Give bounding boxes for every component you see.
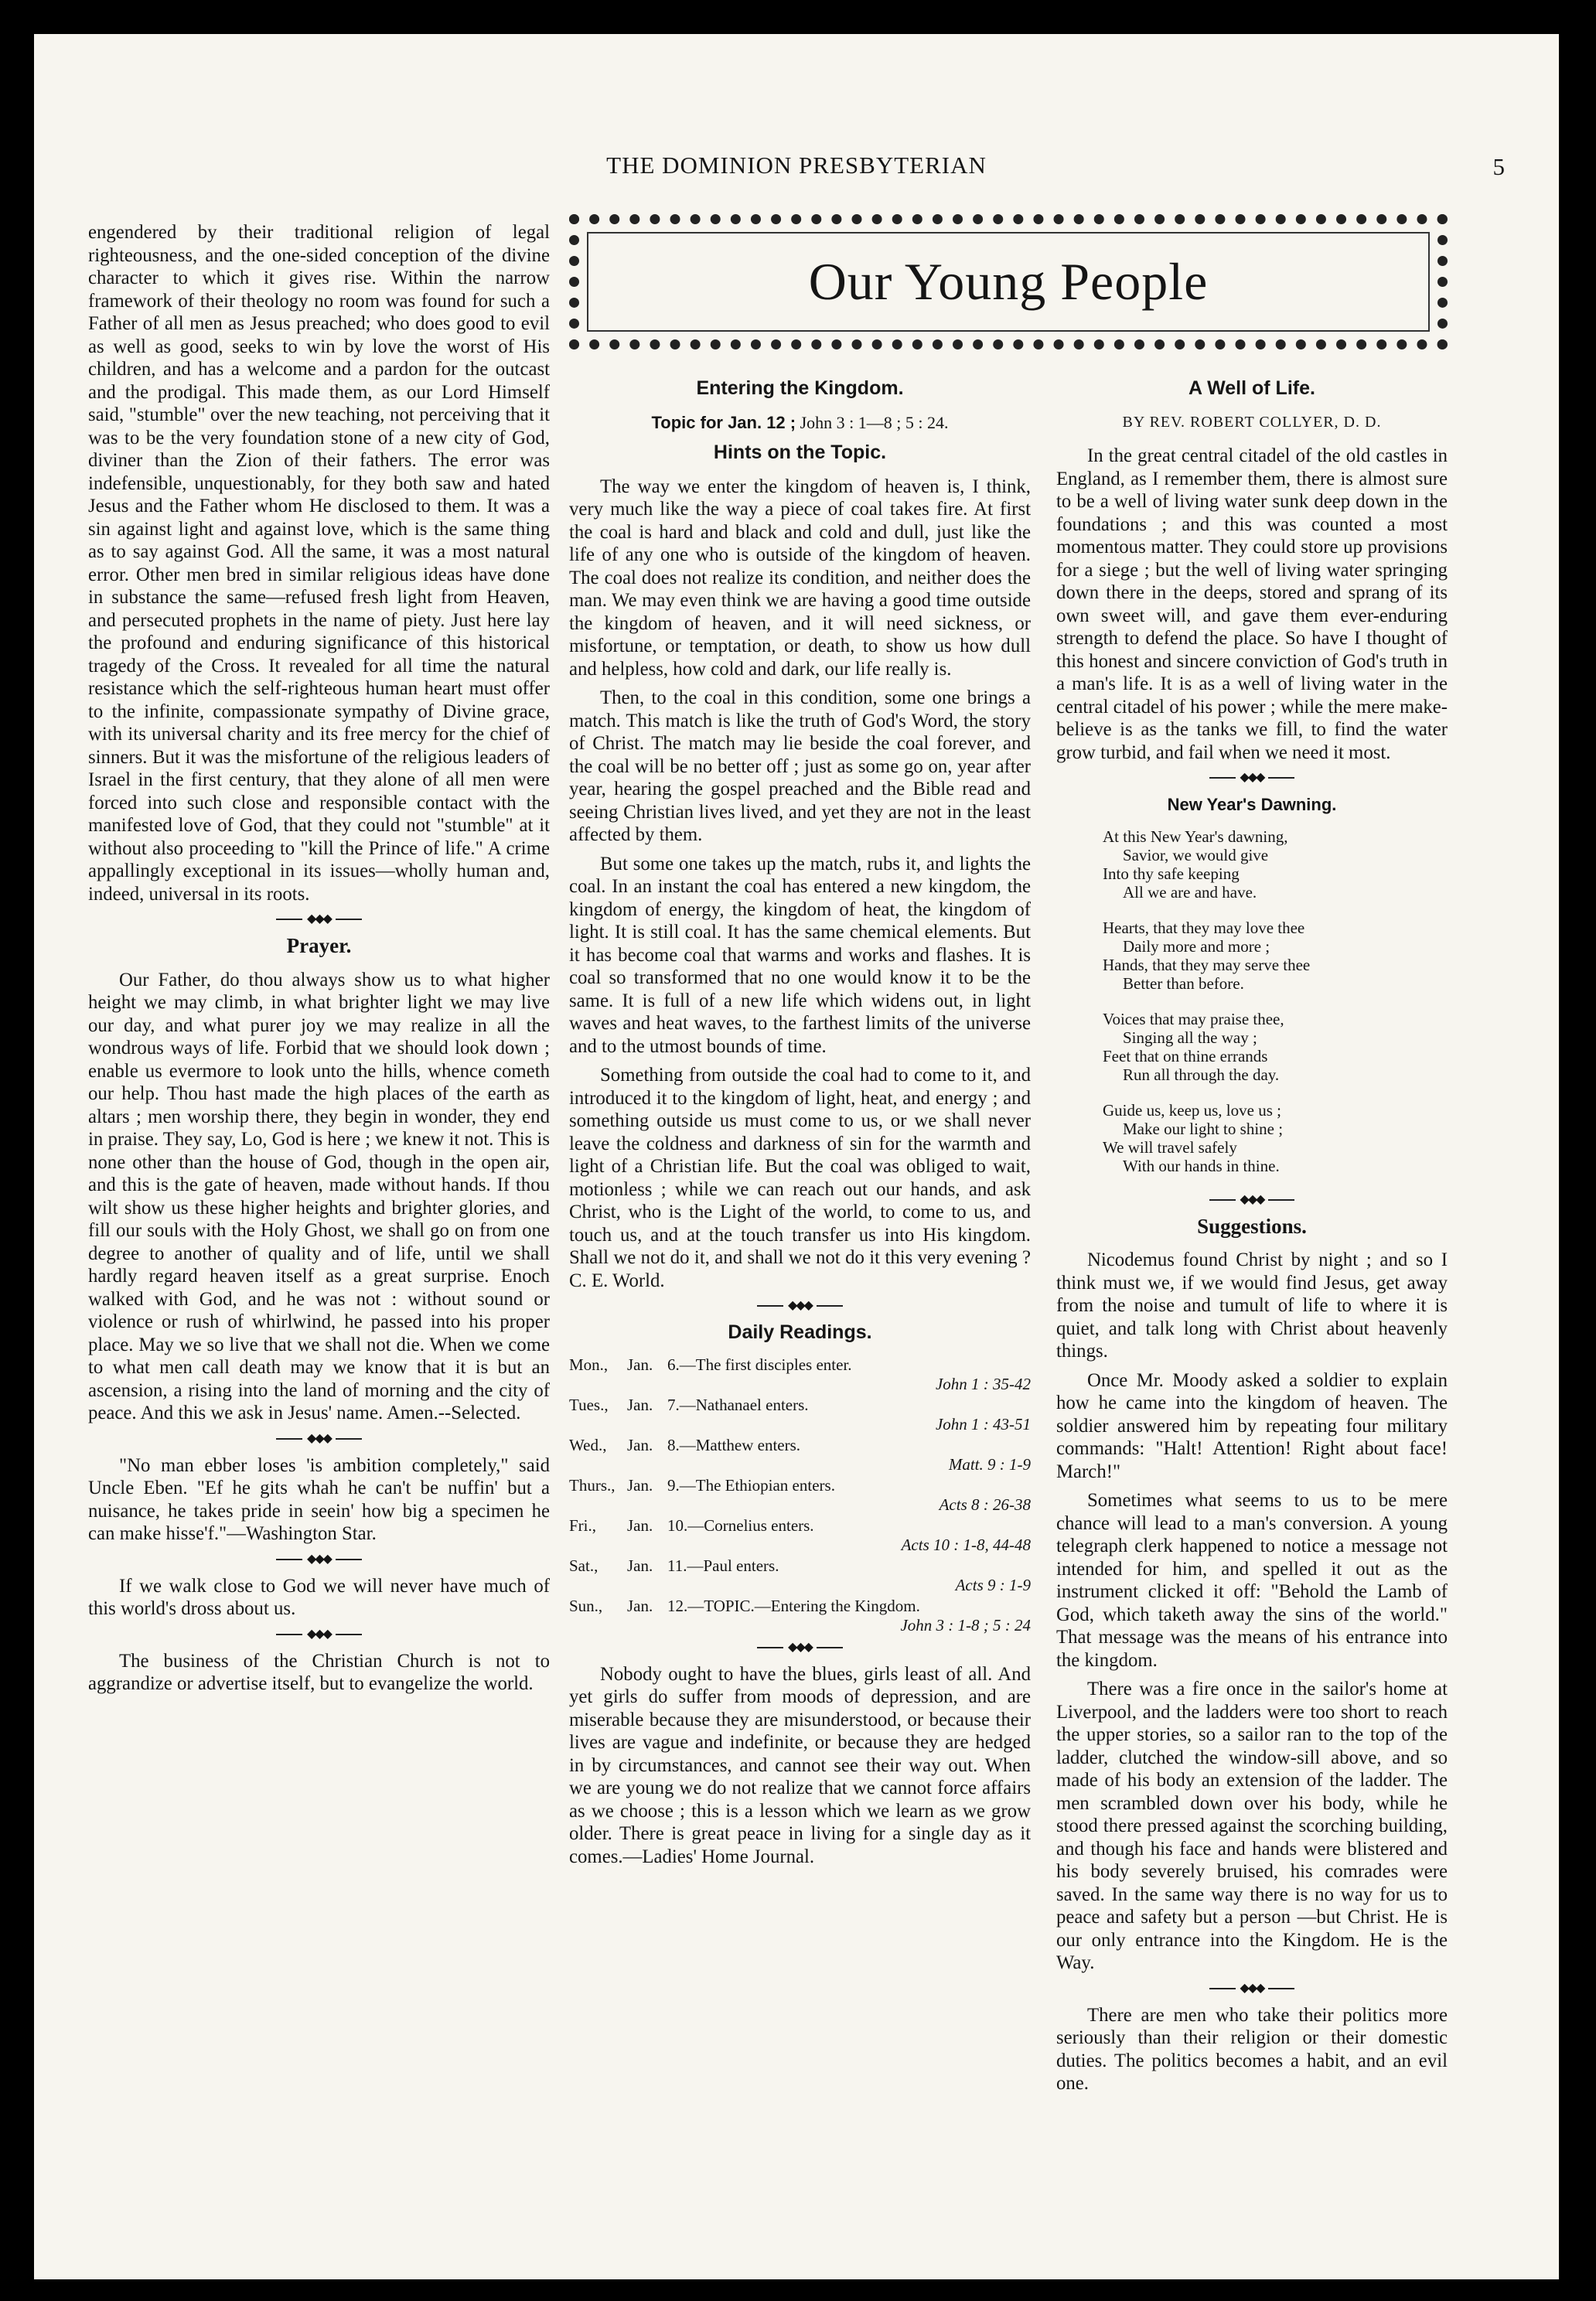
section-divider: ◆◆◆ — [88, 1431, 550, 1447]
reading-reference: John 1 : 35-42 — [935, 1374, 1031, 1393]
blues-paragraph: Nobody ought to have the blues, girls least of all. And yet girls do suffer from moods of depression, and are miserable because they are misunderstood, or because their lives are vague and indefinite, or because they are hedged in by circumstances, and cannot see their way out. When we are young we do not realize that we cannot force affairs as we choose ; this is a lesson which we learn as we grow older. There is great peace in living for a single day as it comes.—Ladies' Home Journal. — [569, 1663, 1031, 1867]
reading-reference: Matt. 9 : 1-9 — [948, 1454, 1031, 1474]
poem-stanza: Guide us, keep us, love us ; Make our light to shine ; We will travel safely With our hands in thine. — [1103, 1100, 1284, 1175]
entering-kingdom-heading: Entering the Kingdom. — [696, 377, 904, 399]
page-number: 5 — [1492, 153, 1505, 180]
poem-heading: New Year's Dawning. — [1167, 795, 1337, 814]
reading-row: Tues., Jan. 7.—Nathanael enters. — [569, 1395, 809, 1414]
continued-article-text: engendered by their traditional religion of legal righteousness, and the one-sided conception of the divine character to which it gives rise. Within the narrow framework of their theology no room was found for such a Father of all men as Jesus preached; who does good to evil as well as good, seeks to win by love the worst of His children, and has a welcome and a pardon for the outcast and the prodigal. This made them, as our Lord Himself said, "stumble" over the new teaching, not perceiving that it was to be the very foundation stone of a new city of God, diviner than the Zion of their fathers. The error was indefensible, unquestionably, for they both saw and hated Jesus and the Father whom He disclosed to them. It was a sin against light and against love, which is the same thing as to say against God. All the same, it was a most natural error. Other men bred in similar religious ideas have done in substance the same—refused fresh light from Heaven, and persecuted prophets in the name of piety. Just here lay the profound and enduring significance of this historical tragedy of the Cross. It revealed for all time the natural resistance which the self-righteous human heart must offer to the infinite, compassionate sympathy of Divine grace, with its universal charity and its free mercy for the chief of sinners. But it was the misfortune of the religious leaders of Israel in the first century, that they alone of all men were forced into such close and responsible contact with the manifested love of God, that they could not "stumble" at it without also proceeding to "kill the Prince of life." A crime appallingly exceptional in its issues—wholly human and, indeed, universal in its roots. — [88, 222, 550, 905]
topic-line — [569, 411, 1031, 435]
well-of-life-text: In the great central citadel of the old castles in England, as I remember them, there is almost sure to be a well of living water sunk deep down in the foundations ; and this was counted a most momentous matter. They could store up provisions for a siege ; but the well of living water springing down there in the deeps, stored and sprang of its own sweet will, and gave them ever-enduring strength to defend the place. So have I thought of this honest and sincere conviction of God's truth in a man's life. It is as a well of living water in the central citadel of his power ; while the mere make-believe is as the tanks we fill, to find the water grow turbid, and fail when we need it most. — [1056, 445, 1448, 763]
section-divider: ◆◆◆ — [88, 1552, 550, 1567]
prayer-text: Our Father, do thou always show us to what higher height we may climb, in what brighter light we may live our day, and what purer joy we may realize in all the wondrous ways of life. Forbid that we should look down ; enable us evermore to look unto the hills, whence cometh our help. Thou hast made the high places of the earth as altars ; men worship there, they begin in wonder, they end in praise. They say, Lo, God is here ; we knew it not. This is none other than the house of God, though in the open air, and this is the gate of heaven, made without hands. If thou wilt show us these higher heights and brighter glories, and fill our souls with the Holy Ghost, we shall go on from one degree to another of quality and of life, until we shall hardly regard heaven itself as a great surprise. Enoch walked with God, and he was not : without sound or violence or rush of whirlwind, he passed into his proper place. May we so live that we shall not die. When we come to what men call death may we know that it is but an ascension, a rising into the land of morning and the city of peace. And this we ask in Jesus' name. Amen.--Selected. — [88, 969, 550, 1423]
well-of-life-heading: A Well of Life. — [1188, 377, 1315, 399]
section-divider: ◆◆◆ — [1056, 770, 1448, 786]
reading-row: Thurs., Jan. 9.—The Ethiopian enters. — [569, 1475, 835, 1495]
suggestion-paragraph: Nicodemus found Christ by night ; and so I think must we, if we would find Jesus, get away from the noise and tumult of life to where it is quiet, and talk long with Christ about heavenly things. — [1056, 1249, 1448, 1362]
topic-reference: John 3 : 1—8 ; 5 : 24. — [800, 412, 949, 432]
politics-paragraph: There are men who take their politics more seriously than their religion or their domestic duties. The politics becomes a habit, and an evil one. — [1056, 2004, 1448, 2094]
business-text: The business of the Christian Church is not to aggrandize or advertise itself, but to evangelize the world. — [88, 1650, 550, 1694]
byline: BY REV. ROBERT COLLYER, D. D. — [1122, 413, 1382, 431]
reading-reference: Acts 8 : 26-38 — [939, 1495, 1031, 1514]
section-divider: ◆◆◆ — [88, 1627, 550, 1642]
running-head: THE DOMINION PRESBYTERIAN — [606, 152, 987, 179]
reading-reference: John 3 : 1-8 ; 5 : 24 — [900, 1615, 1031, 1635]
right-column — [1056, 374, 1448, 2102]
section-divider: ◆◆◆ — [1056, 1192, 1448, 1208]
section-divider: ◆◆◆ — [1056, 1981, 1448, 1996]
hints-heading: Hints on the Topic. — [713, 441, 887, 463]
left-column — [88, 221, 550, 1702]
middle-column — [569, 374, 1031, 1874]
section-divider: ◆◆◆ — [569, 1298, 1031, 1314]
poem-stanza: Hearts, that they may love thee Daily more and more ; Hands, that they may serve thee Better than before. — [1103, 918, 1311, 993]
reading-reference: Acts 10 : 1-8, 44-48 — [901, 1535, 1031, 1554]
uncle-eben-quote: "No man ebber loses 'is ambition completely," said Uncle Eben. "Ef he gits whah he can't be nuffin' but a nuisance, he takes pride in seein' how big a specimen he can make hisse'f."—Washington Star. — [88, 1454, 550, 1544]
hints-paragraph: Something from outside the coal had to come to it, and introduced it to the kingdom of light, heat, and energy ; and something outside us must come to us, or we shall never leave the coldness and darkness of sin for the warmth and light of a Christian life. But the coal was obliged to wait, motionless ; while we can reach out our hands, and ask Christ, who is the Light of the world, to come to us, and touch us, and at the touch transfer us into His kingdom. Shall we not do it, and shall we not do it this very evening ? C. E. World. — [569, 1065, 1031, 1291]
suggestions-heading: Suggestions. — [1197, 1214, 1307, 1238]
hints-paragraph: The way we enter the kingdom of heaven is, I think, very much like the way a piece of coal takes fire. At first the coal is hard and black and cold and dull, just like the life of any one who is outside of the kingdom of heaven. The coal does not realize its condition, and neither does the man. We may even think we are having a good time outside the kingdom of heaven, and it will need sickness, or misfortune, or temptation, or death, to show us how dull and helpless, how cold and dark, our life really is. — [569, 476, 1031, 680]
suggestion-paragraph: Sometimes what seems to us to be mere chance will lead to a man's conversion. A young telegraph clerk happened to notice a message not intended for him, and spelled it out as the instrument clicked it off: "Behold the Lamb of God, which taketh away the sins of the world." That message was the means of his entrance into the kingdom. — [1056, 1490, 1448, 1671]
reading-row: Mon., Jan. 6.—The first disciples enter. — [569, 1355, 852, 1374]
banner-title: Our Young People — [808, 252, 1209, 311]
reading-row: Sat., Jan. 11.—Paul enters. — [569, 1556, 779, 1575]
hints-paragraph: But some one takes up the match, rubs it, and lights the coal. In an instant the coal has entered a new kingdom, the kingdom of energy, the kingdom of heat, the kingdom of light. It is still coal. It has the same chemical elements. But it has become coal that warms and works and flashes. It is coal so transformed that no one would know it to be the same. It is full of a new life which widens out, in light waves and heat waves, to the farthest limits of the universe and to the utmost bounds of time. — [569, 853, 1031, 1057]
reading-reference: John 1 : 43-51 — [935, 1414, 1031, 1433]
newspaper-page — [34, 34, 1559, 2279]
section-divider: ◆◆◆ — [88, 912, 550, 927]
reading-row: Sun., Jan. 12.—TOPIC.—Entering the Kingdom. — [569, 1596, 920, 1615]
suggestion-paragraph: Once Mr. Moody asked a soldier to explain how he came into the kingdom of heaven. The soldier answered him by repeating four military commands: "Halt! Attention! Right about face! March!" — [1056, 1369, 1448, 1482]
daily-readings-heading: Daily Readings. — [728, 1321, 872, 1343]
reading-row: Wed., Jan. 8.—Matthew enters. — [569, 1435, 801, 1454]
reading-row: Fri., Jan. 10.—Cornelius enters. — [569, 1515, 814, 1535]
section-divider: ◆◆◆ — [569, 1640, 1031, 1655]
prayer-heading: Prayer. — [286, 934, 352, 957]
poem-stanza: At this New Year's dawning, Savior, we would give Into thy safe keeping All we are and have. — [1103, 827, 1288, 902]
hints-paragraph: Then, to the coal in this condition, some one brings a match. This match is like the truth of God's Word, the story of Christ. The match may lie beside the coal forever, and the coal will be no better off ; just as some go on, year after year, hearing the gospel preached and the Bible read and seeing Christian lives lived, and yet they are not in the least affected by them. — [569, 687, 1031, 845]
topic-label: Topic for Jan. 12 ; — [651, 412, 796, 432]
banner-frame — [587, 232, 1430, 332]
daily-readings-list — [569, 1355, 1031, 1635]
walk-close-text: If we walk close to God we will never have much of this world's dross about us. — [88, 1575, 550, 1619]
poem-stanza: Voices that may praise thee, Singing all the way ; Feet that on thine errands Run all through the day. — [1103, 1009, 1284, 1084]
suggestion-paragraph: There was a fire once in the sailor's home at Liverpool, and the ladders were too short to reach the upper stories, so a sailor ran to the top of the ladder, clutched the window-sill above, and so made of his body an extension of the ladder. The men scrambled down over his body, while he stood there pressed against the scorching building, and though his face and hands were blistered and his body severely bruised, his comrades were saved. In the same way there is no way for us to peace and safety but a person —but Christ. He is our only entrance into the Kingdom. He is the Way. — [1056, 1679, 1448, 1973]
section-banner — [569, 214, 1448, 349]
reading-reference: Acts 9 : 1-9 — [955, 1575, 1031, 1594]
